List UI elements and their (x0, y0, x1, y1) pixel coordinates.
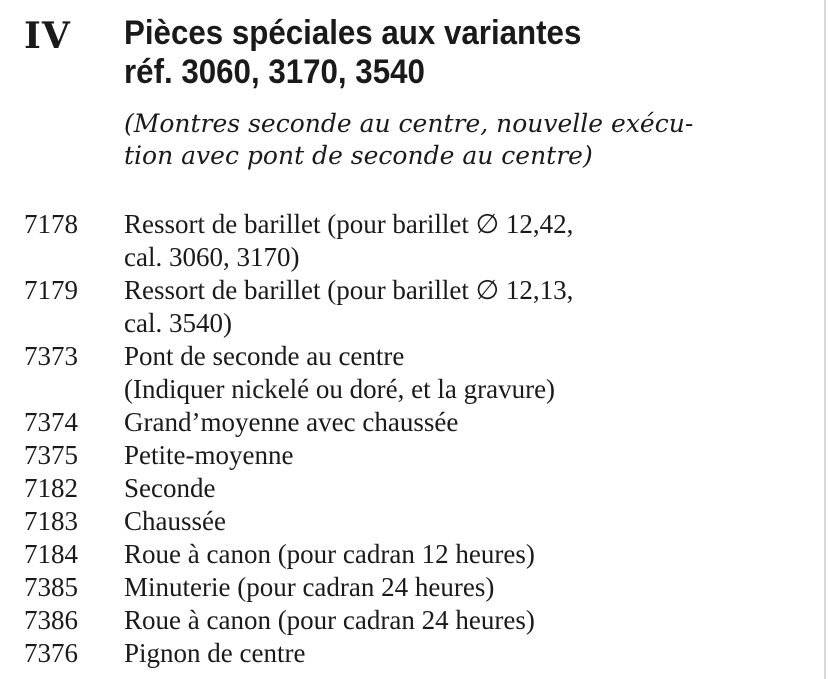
part-ref: 7183 (24, 506, 78, 536)
parts-list (24, 208, 804, 670)
part-row-7386 (24, 604, 804, 637)
part-row-7375 (24, 439, 804, 472)
part-row-7179 (24, 274, 804, 340)
part-description-line: Pont de seconde au centre (124, 341, 405, 371)
section-title-line-1: Pièces spéciales aux variantes (124, 14, 582, 52)
part-ref: 7373 (24, 341, 78, 371)
part-description (124, 505, 804, 538)
part-ref: 7386 (24, 605, 78, 635)
section-subtitle-line-1: (Montres seconde au centre, nouvelle exécu- (124, 109, 694, 138)
section-title-line-2: réf. 3060, 3170, 3540 (124, 53, 425, 91)
part-ref: 7184 (24, 539, 78, 569)
part-description-line: Roue à canon (pour cadran 12 heures) (124, 539, 535, 569)
part-description (124, 604, 804, 637)
part-description-line: Roue à canon (pour cadran 24 heures) (124, 605, 535, 635)
page-edge-rule (824, 0, 826, 679)
part-ref: 7374 (24, 407, 78, 437)
section-numeral: IV (24, 15, 71, 57)
part-description-line: Chaussée (124, 506, 226, 536)
part-description-line: Grand’moyenne avec chaussée (124, 407, 459, 437)
part-description (124, 439, 804, 472)
part-description-line: Seconde (124, 473, 216, 503)
part-row-7376 (24, 637, 804, 670)
part-row-7182 (24, 472, 804, 505)
section-subtitle (124, 108, 764, 172)
part-ref: 7182 (24, 473, 78, 503)
part-description (124, 571, 804, 604)
part-row-7184 (24, 538, 804, 571)
section-title (124, 14, 804, 92)
part-row-7385 (24, 571, 804, 604)
part-description-line: cal. 3540) (124, 308, 232, 338)
part-description-line: Pignon de centre (124, 638, 306, 668)
part-description (124, 472, 804, 505)
part-description-line: cal. 3060, 3170) (124, 242, 300, 272)
part-description (124, 274, 804, 340)
part-description (124, 406, 804, 439)
part-row-7374 (24, 406, 804, 439)
section-subtitle-line-2: tion avec pont de seconde au centre) (124, 141, 593, 170)
part-description (124, 208, 804, 274)
part-ref: 7178 (24, 209, 78, 239)
part-description (124, 637, 804, 670)
part-description-line: (Indiquer nickelé ou doré, et la gravure) (124, 374, 556, 404)
part-row-7178 (24, 208, 804, 274)
part-ref: 7179 (24, 275, 78, 305)
part-ref: 7376 (24, 638, 78, 668)
part-ref: 7385 (24, 572, 78, 602)
part-ref: 7375 (24, 440, 78, 470)
part-description (124, 538, 804, 571)
part-row-7373 (24, 340, 804, 406)
part-row-7183 (24, 505, 804, 538)
part-description-line: Ressort de barillet (pour barillet ∅ 12,42, (124, 209, 574, 239)
part-description-line: Minuterie (pour cadran 24 heures) (124, 572, 495, 602)
part-description (124, 340, 804, 406)
part-description-line: Ressort de barillet (pour barillet ∅ 12,13, (124, 275, 574, 305)
part-description-line: Petite-moyenne (124, 440, 294, 470)
